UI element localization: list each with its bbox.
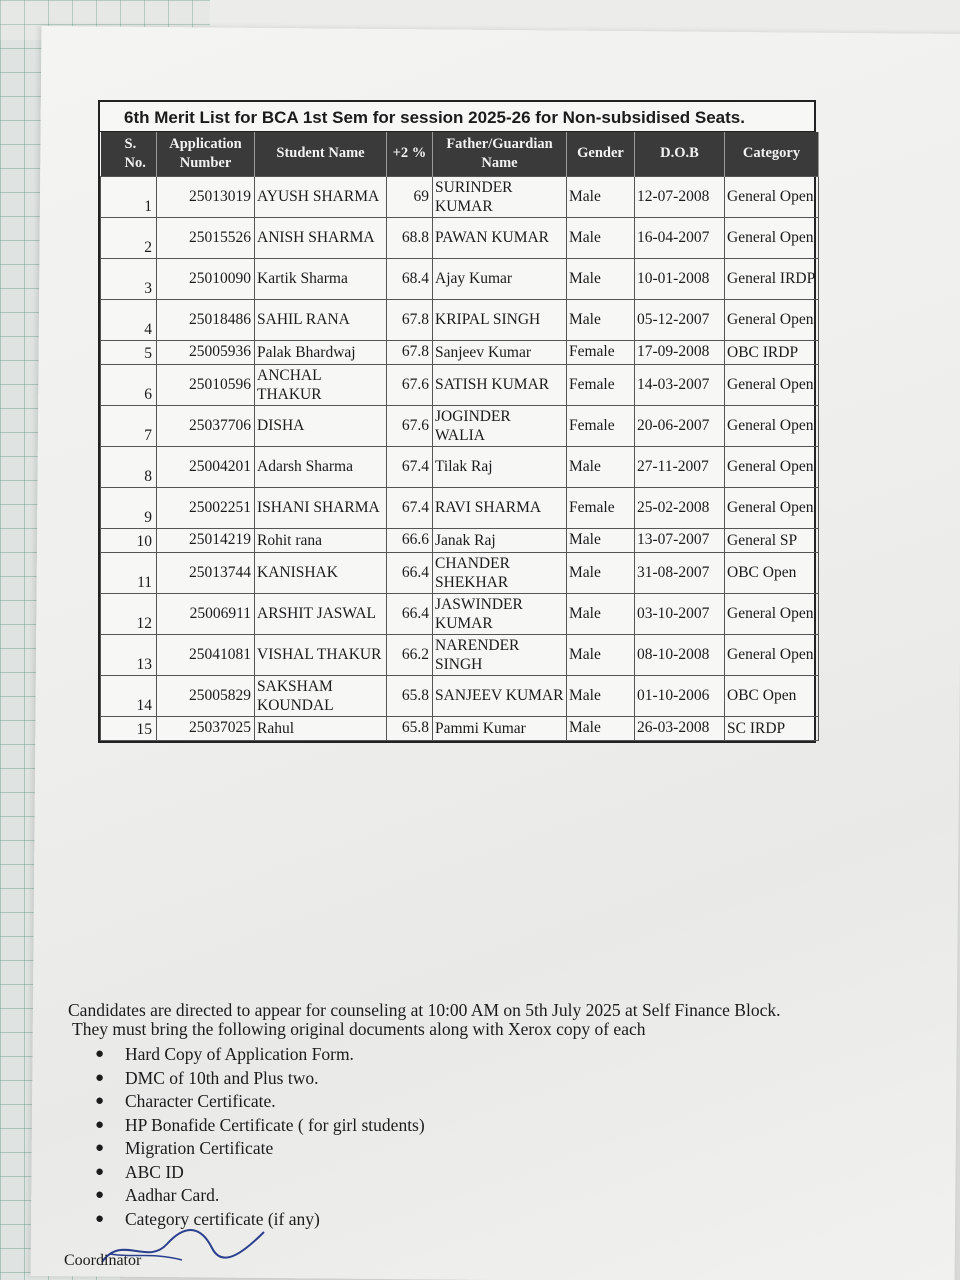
- bullet-icon: ●: [95, 1210, 105, 1227]
- header-application-number: Application Number: [157, 132, 255, 176]
- cell-student-name: AYUSH SHARMA: [255, 176, 387, 217]
- bullet-icon: ●: [95, 1140, 105, 1156]
- cell-father-name: RAVI SHARMA: [433, 487, 567, 528]
- cell-dob: 01-10-2006: [635, 675, 725, 716]
- table-header-row: [101, 132, 819, 176]
- cell-sno: 6: [101, 364, 157, 405]
- cell-student-name: Rohit rana: [255, 528, 387, 552]
- header-father-name: Father/Guardian Name: [433, 132, 567, 176]
- cell-category: General Open: [725, 217, 819, 258]
- header-score: +2 %: [387, 132, 433, 176]
- cell-gender: Male: [567, 634, 635, 675]
- cell-father-name: Janak Raj: [433, 528, 567, 552]
- cell-father-name: KRIPAL SINGH: [433, 299, 567, 340]
- bullet-icon: ●: [95, 1116, 105, 1133]
- instruction-line-1: Candidates are directed to appear for counseling at 10:00 AM on 5th July 2025 at Self Finance Block.: [68, 1000, 781, 1020]
- cell-score: 65.8: [387, 675, 433, 716]
- cell-application-number: 25013019: [157, 176, 255, 217]
- cell-score: 66.2: [387, 634, 433, 675]
- cell-student-name: DISHA: [255, 405, 387, 446]
- header-dob: D.O.B: [635, 132, 725, 176]
- cell-category: General Open: [725, 487, 819, 528]
- cell-application-number: 25010090: [157, 258, 255, 299]
- cell-father-name: NARENDER SINGH: [433, 634, 567, 675]
- list-item: ● Migration Certificate: [95, 1138, 274, 1158]
- table-row: [101, 176, 819, 217]
- table-row: [101, 217, 819, 258]
- cell-dob: 14-03-2007: [635, 364, 725, 405]
- cell-gender: Female: [567, 364, 635, 405]
- cell-dob: 25-02-2008: [635, 487, 725, 528]
- merit-list-table: [98, 100, 816, 743]
- cell-student-name: Kartik Sharma: [255, 258, 387, 299]
- cell-dob: 27-11-2007: [635, 446, 725, 487]
- cell-dob: 20-06-2007: [635, 405, 725, 446]
- merit-table: [100, 132, 819, 741]
- cell-category: General IRDP: [725, 258, 819, 299]
- cell-score: 67.8: [387, 340, 433, 364]
- cell-sno: 3: [101, 258, 157, 299]
- cell-student-name: Rahul: [255, 716, 387, 740]
- cell-gender: Female: [567, 487, 635, 528]
- cell-category: OBC Open: [725, 552, 819, 593]
- table-row: [101, 405, 819, 446]
- cell-application-number: 25010596: [157, 364, 255, 405]
- cell-application-number: 25005829: [157, 675, 255, 716]
- cell-father-name: SANJEEV KUMAR: [433, 675, 567, 716]
- cell-application-number: 25037706: [157, 405, 255, 446]
- cell-student-name: SAHIL RANA: [255, 299, 387, 340]
- cell-student-name: Adarsh Sharma: [255, 446, 387, 487]
- table-row: [101, 446, 819, 487]
- cell-gender: Male: [567, 217, 635, 258]
- cell-application-number: 25013744: [157, 552, 255, 593]
- header-sno: S. No.: [101, 132, 157, 176]
- cell-application-number: 25002251: [157, 487, 255, 528]
- document-list: [68, 1043, 888, 1231]
- cell-gender: Male: [567, 299, 635, 340]
- cell-score: 68.8: [387, 217, 433, 258]
- header-gender: Gender: [567, 132, 635, 176]
- cell-application-number: 25041081: [157, 634, 255, 675]
- list-item: ● HP Bonafide Certificate ( for girl students): [95, 1114, 425, 1135]
- list-item: ● Aadhar Card.: [95, 1185, 220, 1205]
- cell-dob: 13-07-2007: [635, 528, 725, 552]
- table-row: [101, 552, 819, 593]
- cell-application-number: 25037025: [157, 716, 255, 740]
- table-row: [101, 258, 819, 299]
- cell-gender: Female: [567, 405, 635, 446]
- merit-list-title: 6th Merit List for BCA 1st Sem for session 2025-26 for Non-subsidised Seats.: [100, 102, 814, 132]
- table-body: [101, 176, 819, 740]
- cell-father-name: Sanjeev Kumar: [433, 340, 567, 364]
- cell-sno: 13: [101, 634, 157, 675]
- cell-application-number: 25005936: [157, 340, 255, 364]
- cell-score: 67.4: [387, 487, 433, 528]
- cell-category: General Open: [725, 634, 819, 675]
- cell-category: General Open: [725, 299, 819, 340]
- bullet-icon: ●: [95, 1163, 105, 1180]
- list-item: ● Character Certificate.: [95, 1091, 276, 1111]
- table-row: [101, 364, 819, 405]
- cell-father-name: JOGINDER WALIA: [433, 405, 567, 446]
- cell-application-number: 25004201: [157, 446, 255, 487]
- cell-category: General SP: [725, 528, 819, 552]
- cell-father-name: JASWINDER KUMAR: [433, 593, 567, 634]
- cell-gender: Male: [567, 176, 635, 217]
- cell-student-name: ANISH SHARMA: [255, 217, 387, 258]
- cell-student-name: ISHANI SHARMA: [255, 487, 387, 528]
- cell-gender: Male: [567, 552, 635, 593]
- cell-category: OBC IRDP: [725, 340, 819, 364]
- cell-application-number: 25015526: [157, 217, 255, 258]
- cell-dob: 12-07-2008: [635, 176, 725, 217]
- list-item: ● DMC of 10th and Plus two.: [95, 1067, 319, 1088]
- cell-score: 66.4: [387, 593, 433, 634]
- header-student-name: Student Name: [255, 132, 387, 176]
- cell-father-name: Tilak Raj: [433, 446, 567, 487]
- instruction-line-2: They must bring the following original documents along with Xerox copy of each: [72, 1019, 646, 1039]
- table-row: [101, 528, 819, 552]
- cell-sno: 4: [101, 299, 157, 340]
- cell-father-name: CHANDER SHEKHAR: [433, 552, 567, 593]
- cell-sno: 8: [101, 446, 157, 487]
- bullet-icon: ●: [95, 1187, 105, 1203]
- cell-dob: 03-10-2007: [635, 593, 725, 634]
- cell-sno: 15: [101, 716, 157, 740]
- cell-dob: 05-12-2007: [635, 299, 725, 340]
- table-row: [101, 299, 819, 340]
- cell-father-name: PAWAN KUMAR: [433, 217, 567, 258]
- bullet-icon: ●: [95, 1069, 105, 1086]
- list-item: ● ABC ID: [95, 1161, 184, 1182]
- cell-application-number: 25018486: [157, 299, 255, 340]
- cell-student-name: ARSHIT JASWAL: [255, 593, 387, 634]
- cell-category: General Open: [725, 176, 819, 217]
- table-row: [101, 487, 819, 528]
- cell-category: General Open: [725, 446, 819, 487]
- cell-sno: 7: [101, 405, 157, 446]
- coordinator-label: Coordinator: [64, 1252, 142, 1269]
- cell-category: SC IRDP: [725, 716, 819, 740]
- cell-score: 68.4: [387, 258, 433, 299]
- list-item: ● Category certificate (if any): [95, 1208, 320, 1229]
- cell-gender: Male: [567, 675, 635, 716]
- cell-sno: 12: [101, 593, 157, 634]
- table-row: [101, 716, 819, 740]
- cell-score: 67.4: [387, 446, 433, 487]
- cell-category: General Open: [725, 364, 819, 405]
- cell-dob: 26-03-2008: [635, 716, 725, 740]
- cell-student-name: Palak Bhardwaj: [255, 340, 387, 364]
- cell-sno: 1: [101, 176, 157, 217]
- cell-category: General Open: [725, 405, 819, 446]
- cell-student-name: KANISHAK: [255, 552, 387, 593]
- table-row: [101, 675, 819, 716]
- cell-gender: Male: [567, 528, 635, 552]
- cell-application-number: 25014219: [157, 528, 255, 552]
- cell-score: 66.6: [387, 528, 433, 552]
- cell-father-name: Pammi Kumar: [433, 716, 567, 740]
- header-category: Category: [725, 132, 819, 176]
- cell-dob: 10-01-2008: [635, 258, 725, 299]
- cell-gender: Male: [567, 593, 635, 634]
- cell-father-name: SURINDER KUMAR: [433, 176, 567, 217]
- table-row: [101, 340, 819, 364]
- cell-dob: 16-04-2007: [635, 217, 725, 258]
- list-item: ● Hard Copy of Application Form.: [95, 1044, 354, 1064]
- cell-category: General Open: [725, 593, 819, 634]
- cell-application-number: 25006911: [157, 593, 255, 634]
- cell-sno: 11: [101, 552, 157, 593]
- cell-gender: Male: [567, 716, 635, 740]
- table-row: [101, 634, 819, 675]
- cell-score: 65.8: [387, 716, 433, 740]
- cell-category: OBC Open: [725, 675, 819, 716]
- cell-score: 66.4: [387, 552, 433, 593]
- cell-sno: 10: [101, 528, 157, 552]
- cell-gender: Female: [567, 340, 635, 364]
- bullet-icon: ●: [95, 1046, 105, 1062]
- cell-score: 67.6: [387, 405, 433, 446]
- bullet-icon: ●: [95, 1093, 105, 1109]
- cell-student-name: ANCHAL THAKUR: [255, 364, 387, 405]
- cell-sno: 14: [101, 675, 157, 716]
- cell-gender: Male: [567, 258, 635, 299]
- cell-score: 69: [387, 176, 433, 217]
- cell-dob: 31-08-2007: [635, 552, 725, 593]
- cell-dob: 17-09-2008: [635, 340, 725, 364]
- table-row: [101, 593, 819, 634]
- cell-dob: 08-10-2008: [635, 634, 725, 675]
- cell-sno: 9: [101, 487, 157, 528]
- cell-gender: Male: [567, 446, 635, 487]
- cell-score: 67.6: [387, 364, 433, 405]
- cell-student-name: VISHAL THAKUR: [255, 634, 387, 675]
- instructions: [68, 1001, 888, 1231]
- cell-score: 67.8: [387, 299, 433, 340]
- cell-father-name: SATISH KUMAR: [433, 364, 567, 405]
- cell-sno: 5: [101, 340, 157, 364]
- cell-sno: 2: [101, 217, 157, 258]
- cell-student-name: SAKSHAM KOUNDAL: [255, 675, 387, 716]
- cell-father-name: Ajay Kumar: [433, 258, 567, 299]
